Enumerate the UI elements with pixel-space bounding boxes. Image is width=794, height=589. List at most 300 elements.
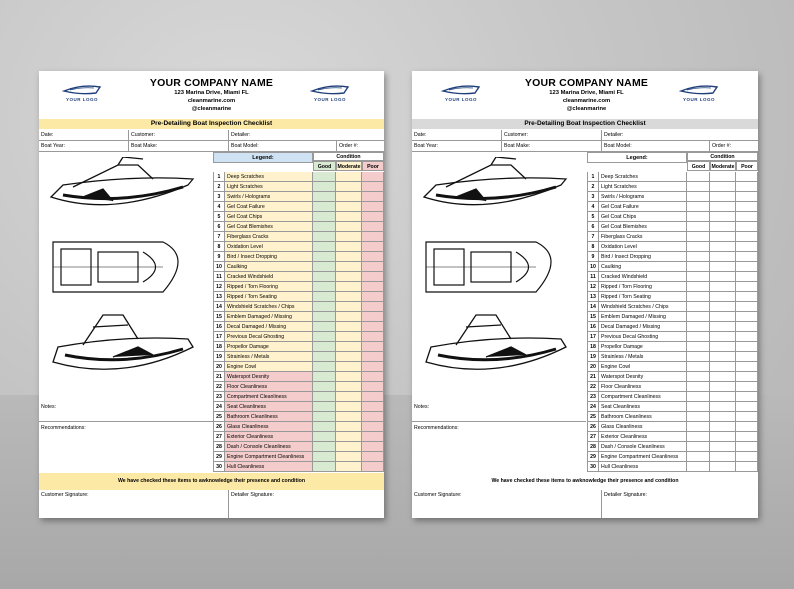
moderate-cell[interactable] (710, 452, 736, 462)
item-label: Waterspot Desnity (599, 372, 687, 382)
good-cell[interactable] (687, 352, 710, 362)
sheet-header (412, 71, 758, 119)
good-cell[interactable] (313, 322, 336, 332)
good-cell[interactable] (687, 392, 710, 402)
boat-make-field[interactable]: Boat Make: (129, 141, 229, 151)
item-label: Fiberglass Cracks (599, 232, 687, 242)
moderate-cell[interactable] (710, 262, 736, 272)
good-cell[interactable] (687, 362, 710, 372)
moderate-cell[interactable] (336, 252, 362, 262)
item-number: 16 (213, 322, 225, 332)
company-handle: @cleanmarine (191, 106, 232, 112)
boat-logo-icon (439, 81, 483, 97)
moderate-cell[interactable] (336, 202, 362, 212)
moderate-cell[interactable] (336, 372, 362, 382)
good-cell[interactable] (687, 402, 710, 412)
good-cell[interactable] (313, 302, 336, 312)
poor-cell[interactable] (736, 302, 758, 312)
good-cell[interactable] (687, 232, 710, 242)
legend-row (213, 322, 385, 332)
good-cell[interactable] (313, 292, 336, 302)
moderate-cell[interactable] (336, 402, 362, 412)
item-number: 20 (587, 362, 599, 372)
legend-row (213, 172, 385, 182)
poor-cell[interactable] (736, 292, 758, 302)
good-cell[interactable] (313, 412, 336, 422)
item-label: Bird / Insect Dropping (599, 252, 687, 262)
item-label: Gel Coat Chips (225, 212, 313, 222)
item-label: Gel Coat Failure (225, 202, 313, 212)
poor-cell[interactable] (736, 412, 758, 422)
item-number: 25 (587, 412, 599, 422)
item-label: Cracked Windshield (225, 272, 313, 282)
poor-cell[interactable] (736, 232, 758, 242)
moderate-cell[interactable] (710, 192, 736, 202)
item-label: Caulking (599, 262, 687, 272)
poor-cell[interactable] (362, 352, 384, 362)
good-cell[interactable] (687, 322, 710, 332)
legend-row (587, 322, 759, 332)
moderate-cell[interactable] (710, 392, 736, 402)
good-cell[interactable] (313, 212, 336, 222)
good-cell[interactable] (687, 452, 710, 462)
item-number: 29 (587, 452, 599, 462)
good-cell[interactable] (313, 202, 336, 212)
poor-cell[interactable] (736, 252, 758, 262)
poor-cell[interactable] (362, 242, 384, 252)
moderate-cell[interactable] (710, 282, 736, 292)
moderate-cell[interactable] (710, 372, 736, 382)
notes-box[interactable]: Notes: (39, 402, 213, 422)
good-cell[interactable] (687, 182, 710, 192)
good-cell[interactable] (313, 372, 336, 382)
company-address: 123 Marina Drive, Miami FL (549, 90, 624, 96)
poor-cell[interactable] (362, 462, 384, 472)
poor-cell[interactable] (362, 372, 384, 382)
item-number: 6 (587, 222, 599, 232)
poor-cell[interactable] (736, 262, 758, 272)
moderate-cell[interactable] (710, 272, 736, 282)
boat-year-field[interactable]: Boat Year: (412, 141, 502, 151)
item-label: Exterior Cleanliness (599, 432, 687, 442)
moderate-cell[interactable] (710, 442, 736, 452)
moderate-cell[interactable] (710, 252, 736, 262)
good-cell[interactable] (313, 432, 336, 442)
poor-cell[interactable] (362, 392, 384, 402)
item-label: Oxidation Level (225, 242, 313, 252)
good-cell[interactable] (313, 182, 336, 192)
poor-cell[interactable] (736, 182, 758, 192)
poor-cell[interactable] (362, 302, 384, 312)
legend-row (587, 412, 759, 422)
poor-cell[interactable] (362, 272, 384, 282)
item-number: 29 (213, 452, 225, 462)
item-number: 13 (587, 292, 599, 302)
poor-cell[interactable] (736, 382, 758, 392)
moderate-cell[interactable] (710, 172, 736, 182)
legend-row (213, 302, 385, 312)
detailer-signature-field[interactable]: Detailer Signature: (604, 492, 647, 498)
legend-row (587, 212, 759, 222)
item-number: 24 (587, 402, 599, 412)
item-label: Oxidation Level (599, 242, 687, 252)
boat-year-field[interactable]: Boat Year: (39, 141, 129, 151)
poor-cell[interactable] (362, 382, 384, 392)
poor-cell[interactable] (736, 272, 758, 282)
logo-right (305, 81, 355, 107)
moderate-cell[interactable] (336, 392, 362, 402)
item-number: 22 (587, 382, 599, 392)
legend-row (587, 332, 759, 342)
good-cell[interactable] (313, 242, 336, 252)
poor-cell[interactable] (736, 462, 758, 472)
item-label: Dash / Console Cleanliness (225, 442, 313, 452)
poor-cell[interactable] (362, 332, 384, 342)
good-cell[interactable] (313, 172, 336, 182)
item-label: Windshield Scratches / Chips (599, 302, 687, 312)
good-cell[interactable] (313, 462, 336, 472)
item-number: 26 (213, 422, 225, 432)
order-field[interactable]: Order #: (339, 143, 359, 149)
customer-signature-field[interactable]: Customer Signature: (39, 490, 229, 518)
good-cell[interactable] (313, 382, 336, 392)
moderate-cell[interactable] (336, 452, 362, 462)
poor-cell[interactable] (736, 332, 758, 342)
moderate-cell[interactable] (710, 222, 736, 232)
poor-cell[interactable] (736, 202, 758, 212)
item-label: Ripped / Torn Flooring (599, 282, 687, 292)
poor-cell[interactable] (736, 172, 758, 182)
good-cell[interactable] (313, 342, 336, 352)
item-number: 5 (587, 212, 599, 222)
item-label: Gel Coat Chips (599, 212, 687, 222)
legend-row (587, 262, 759, 272)
detailer-field[interactable]: Detailer: (604, 132, 624, 138)
poor-cell[interactable] (362, 282, 384, 292)
date-field[interactable]: Date: (39, 130, 129, 140)
moderate-cell[interactable] (710, 292, 736, 302)
poor-cell[interactable] (736, 192, 758, 202)
poor-cell[interactable] (362, 362, 384, 372)
good-cell[interactable] (687, 262, 710, 272)
checklist-title: Pre-Detailing Boat Inspection Checklist (412, 119, 758, 129)
moderate-cell[interactable] (336, 222, 362, 232)
boat-logo-icon (60, 81, 104, 97)
moderate-cell[interactable] (336, 282, 362, 292)
good-cell[interactable] (687, 372, 710, 382)
customer-signature-field[interactable]: Customer Signature: (412, 490, 602, 518)
legend-row (213, 242, 385, 252)
moderate-cell[interactable] (336, 362, 362, 372)
good-cell[interactable] (313, 192, 336, 202)
item-label: Propellor Damage (225, 342, 313, 352)
poor-cell[interactable] (736, 342, 758, 352)
detailer-signature-field[interactable]: Detailer Signature: (231, 492, 274, 498)
moderate-cell[interactable] (710, 412, 736, 422)
moderate-cell[interactable] (336, 242, 362, 252)
legend-row (213, 292, 385, 302)
poor-cell[interactable] (736, 372, 758, 382)
poor-cell[interactable] (362, 412, 384, 422)
good-cell[interactable] (687, 412, 710, 422)
moderate-cell[interactable] (336, 272, 362, 282)
moderate-cell[interactable] (336, 292, 362, 302)
company-block (109, 77, 314, 113)
item-label: Propellor Damage (599, 342, 687, 352)
moderate-cell[interactable] (336, 352, 362, 362)
legend-row (587, 272, 759, 282)
item-number: 27 (213, 432, 225, 442)
moderate-cell[interactable] (336, 212, 362, 222)
moderate-cell[interactable] (710, 182, 736, 192)
good-cell[interactable] (687, 202, 710, 212)
moderate-cell[interactable] (336, 382, 362, 392)
moderate-cell[interactable] (710, 212, 736, 222)
item-number: 21 (587, 372, 599, 382)
company-block (484, 77, 689, 113)
poor-cell[interactable] (736, 212, 758, 222)
moderate-cell[interactable] (336, 302, 362, 312)
notes-box[interactable]: Notes: (412, 402, 586, 422)
poor-cell[interactable] (362, 212, 384, 222)
moderate-cell[interactable] (710, 302, 736, 312)
item-label: Waterspot Desnity (225, 372, 313, 382)
good-cell[interactable] (687, 282, 710, 292)
moderate-cell[interactable] (336, 232, 362, 242)
poor-cell[interactable] (736, 452, 758, 462)
legend-row (213, 442, 385, 452)
legend-row (213, 252, 385, 262)
legend-row (213, 362, 385, 372)
moderate-cell[interactable] (336, 342, 362, 352)
item-label: Decal Damaged / Missing (599, 322, 687, 332)
legend-row (587, 382, 759, 392)
moderate-cell[interactable] (710, 382, 736, 392)
good-cell[interactable] (687, 382, 710, 392)
good-cell[interactable] (313, 312, 336, 322)
moderate-cell[interactable] (336, 432, 362, 442)
moderate-cell[interactable] (336, 312, 362, 322)
good-cell[interactable] (687, 332, 710, 342)
good-cell[interactable] (687, 342, 710, 352)
poor-cell[interactable] (362, 182, 384, 192)
moderate-cell[interactable] (336, 182, 362, 192)
item-number: 4 (587, 202, 599, 212)
moderate-cell[interactable] (336, 462, 362, 472)
field-row-2 (412, 141, 758, 152)
item-number: 30 (213, 462, 225, 472)
moderate-cell[interactable] (336, 412, 362, 422)
good-cell[interactable] (313, 352, 336, 362)
recommendations-box[interactable]: Recommendations: (414, 425, 459, 431)
moderate-cell[interactable] (336, 192, 362, 202)
item-number: 25 (213, 412, 225, 422)
good-cell[interactable] (687, 272, 710, 282)
moderate-cell[interactable] (710, 312, 736, 322)
poor-cell[interactable] (362, 342, 384, 352)
good-cell[interactable] (313, 442, 336, 452)
moderate-cell[interactable] (710, 322, 736, 332)
legend-row (213, 192, 385, 202)
good-cell[interactable] (687, 422, 710, 432)
boat-make-field[interactable]: Boat Make: (502, 141, 602, 151)
item-label: Glass Cleanliness (599, 422, 687, 432)
poor-cell[interactable] (362, 422, 384, 432)
checklist-sheet-color (39, 71, 384, 518)
boat-diagram-icon (43, 157, 213, 397)
good-cell[interactable] (687, 252, 710, 262)
good-cell[interactable] (687, 172, 710, 182)
poor-cell[interactable] (362, 252, 384, 262)
good-cell[interactable] (313, 222, 336, 232)
date-field[interactable]: Date: (412, 130, 502, 140)
item-number: 14 (213, 302, 225, 312)
legend-header: Legend: (213, 152, 313, 163)
legend-row (213, 332, 385, 342)
good-cell[interactable] (687, 292, 710, 302)
legend-row (213, 182, 385, 192)
item-label: Hull Cleanliness (599, 462, 687, 472)
poor-cell[interactable] (736, 422, 758, 432)
moderate-cell[interactable] (710, 462, 736, 472)
good-cell[interactable] (313, 452, 336, 462)
good-cell[interactable] (313, 332, 336, 342)
moderate-cell[interactable] (336, 442, 362, 452)
moderate-cell[interactable] (710, 232, 736, 242)
legend-row (587, 252, 759, 262)
item-number: 20 (213, 362, 225, 372)
poor-cell[interactable] (362, 202, 384, 212)
order-field[interactable]: Order #: (712, 143, 732, 149)
detailer-field[interactable]: Detailer: (231, 132, 251, 138)
good-cell[interactable] (313, 262, 336, 272)
good-cell[interactable] (313, 362, 336, 372)
good-cell[interactable] (687, 242, 710, 252)
item-label: Strainless / Metals (225, 352, 313, 362)
item-number: 2 (587, 182, 599, 192)
item-label: Compartment Cleanliness (599, 392, 687, 402)
moderate-cell[interactable] (710, 342, 736, 352)
moderate-cell[interactable] (710, 202, 736, 212)
moderate-cell[interactable] (336, 172, 362, 182)
poor-cell[interactable] (736, 242, 758, 252)
boat-model-field[interactable]: Boat Model: (602, 141, 710, 151)
poor-cell[interactable] (362, 222, 384, 232)
item-number: 18 (213, 342, 225, 352)
poor-cell[interactable] (362, 292, 384, 302)
recommendations-box[interactable]: Recommendations: (41, 425, 86, 431)
moderate-cell[interactable] (710, 422, 736, 432)
poor-cell[interactable] (736, 402, 758, 412)
good-cell[interactable] (313, 282, 336, 292)
good-cell[interactable] (313, 272, 336, 282)
logo-text: YOUR LOGO (65, 97, 98, 102)
good-cell[interactable] (313, 252, 336, 262)
moderate-cell[interactable] (710, 242, 736, 252)
good-cell[interactable] (687, 432, 710, 442)
item-number: 16 (587, 322, 599, 332)
poor-cell[interactable] (736, 322, 758, 332)
field-row-2 (39, 141, 384, 152)
poor-cell[interactable] (362, 262, 384, 272)
poor-cell[interactable] (736, 432, 758, 442)
item-label: Deep Scratches (599, 172, 687, 182)
company-website: cleanmarine.com (562, 98, 611, 104)
poor-cell[interactable] (736, 312, 758, 322)
moderate-cell[interactable] (710, 402, 736, 412)
customer-field[interactable]: Customer: (502, 130, 602, 140)
item-number: 12 (587, 282, 599, 292)
company-website: cleanmarine.com (187, 98, 236, 104)
item-number: 15 (213, 312, 225, 322)
good-cell[interactable] (313, 232, 336, 242)
item-number: 24 (213, 402, 225, 412)
poor-cell[interactable] (736, 442, 758, 452)
col-good: Good (313, 161, 336, 171)
good-cell[interactable] (687, 442, 710, 452)
poor-cell[interactable] (362, 312, 384, 322)
poor-cell[interactable] (736, 392, 758, 402)
item-label: Deep Scratches (225, 172, 313, 182)
poor-cell[interactable] (362, 172, 384, 182)
moderate-cell[interactable] (336, 332, 362, 342)
field-row-1 (39, 130, 384, 141)
poor-cell[interactable] (362, 192, 384, 202)
good-cell[interactable] (687, 302, 710, 312)
item-number: 13 (213, 292, 225, 302)
good-cell[interactable] (687, 212, 710, 222)
poor-cell[interactable] (362, 432, 384, 442)
good-cell[interactable] (687, 462, 710, 472)
poor-cell[interactable] (736, 282, 758, 292)
moderate-cell[interactable] (336, 262, 362, 272)
poor-cell[interactable] (736, 352, 758, 362)
customer-field[interactable]: Customer: (129, 130, 229, 140)
legend-row (587, 402, 759, 412)
poor-cell[interactable] (362, 322, 384, 332)
good-cell[interactable] (687, 312, 710, 322)
poor-cell[interactable] (736, 362, 758, 372)
poor-cell[interactable] (362, 232, 384, 242)
poor-cell[interactable] (362, 402, 384, 412)
moderate-cell[interactable] (710, 432, 736, 442)
item-label: Floor Cleanliness (225, 382, 313, 392)
legend-row (587, 362, 759, 372)
moderate-cell[interactable] (336, 422, 362, 432)
field-row-1 (412, 130, 758, 141)
poor-cell[interactable] (362, 442, 384, 452)
good-cell[interactable] (687, 222, 710, 232)
legend-row (213, 352, 385, 362)
moderate-cell[interactable] (336, 322, 362, 332)
good-cell[interactable] (687, 192, 710, 202)
boat-diagrams (43, 157, 213, 402)
moderate-cell[interactable] (710, 352, 736, 362)
poor-cell[interactable] (362, 452, 384, 462)
item-label: Gel Coat Failure (599, 202, 687, 212)
boat-model-field[interactable]: Boat Model: (229, 141, 337, 151)
item-label: Engine Compartment Cleanliness (599, 452, 687, 462)
good-cell[interactable] (313, 402, 336, 412)
legend-row (213, 452, 385, 462)
moderate-cell[interactable] (710, 362, 736, 372)
item-label: Previous Decal Ghosting (599, 332, 687, 342)
legend-row (213, 402, 385, 412)
poor-cell[interactable] (736, 222, 758, 232)
good-cell[interactable] (313, 422, 336, 432)
moderate-cell[interactable] (710, 332, 736, 342)
good-cell[interactable] (313, 392, 336, 402)
